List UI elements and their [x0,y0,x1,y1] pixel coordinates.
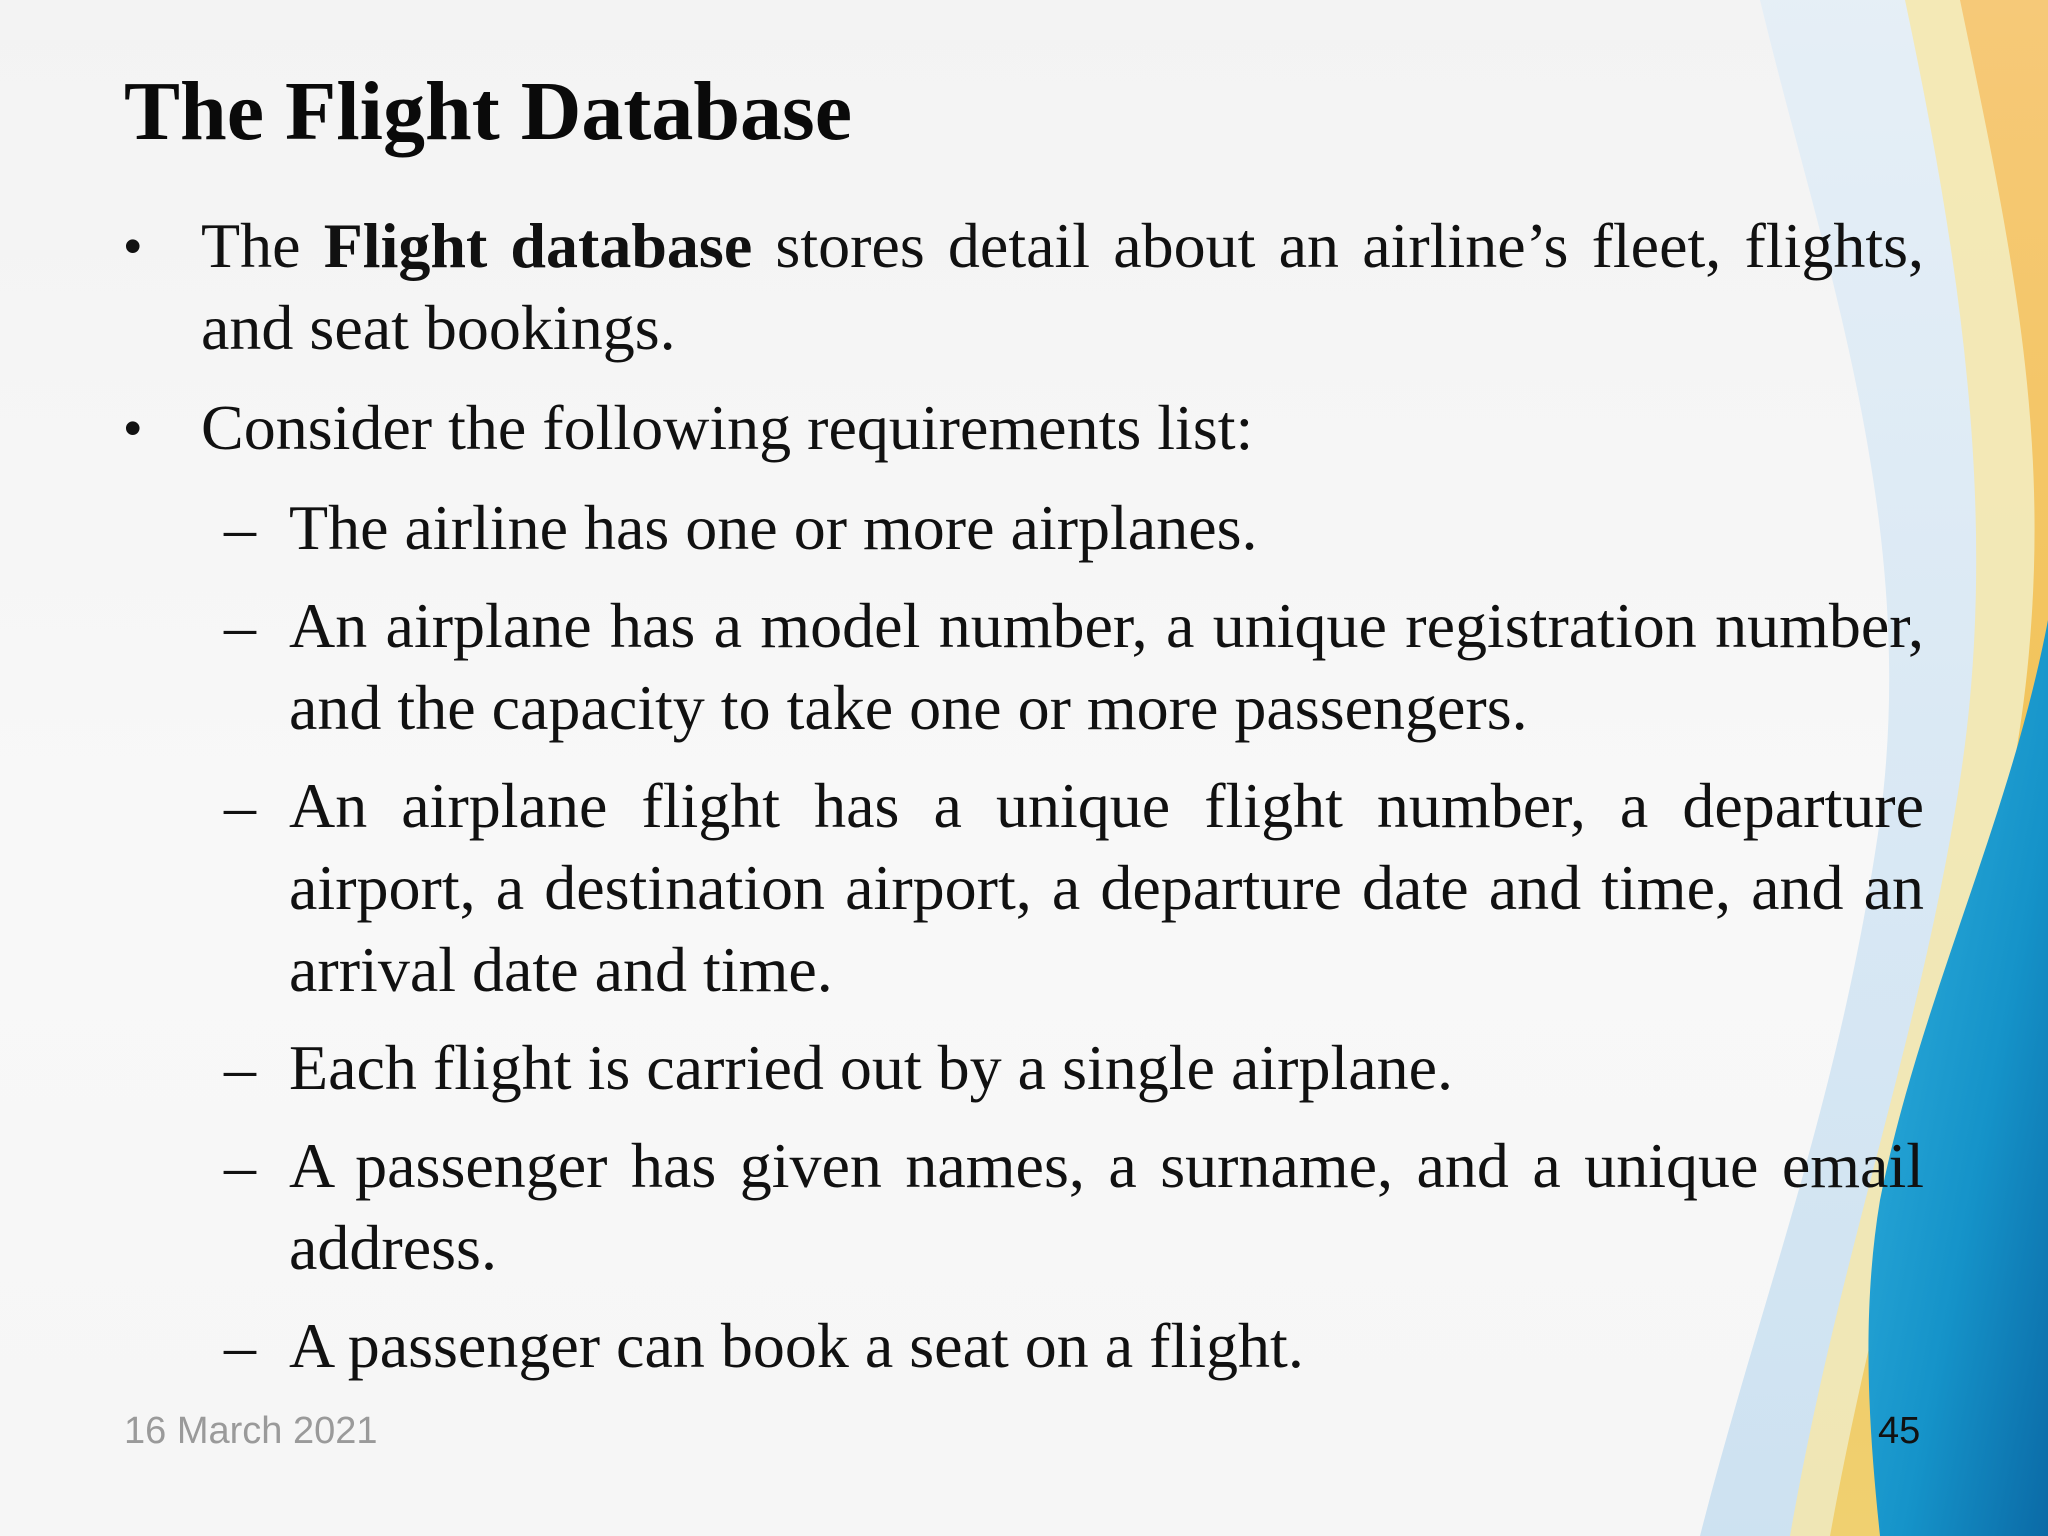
dash-marker: – [224,770,256,841]
bullet-text-prefix: The [201,210,324,281]
bullet-item [124,387,1924,469]
bullet-text-suffix: stores detail about an airline’s fleet, flights, and seat bookings. [201,210,1925,363]
dash-marker: – [224,492,256,563]
requirement-item [224,487,1924,569]
requirement-text: A passenger has given names, a surname, and a unique email address. [289,1130,1924,1283]
bullet-item [124,205,1924,369]
dash-marker: – [224,1032,256,1103]
bullet-bold-term: Flight database [323,210,753,281]
dash-marker: – [224,1130,256,1201]
slide-title: The Flight Database [124,65,853,158]
dash-marker: – [224,1310,256,1381]
requirement-text: Each flight is carried out by a single airplane. [289,1032,1454,1103]
slide-number: 45 [1878,1410,1921,1452]
requirement-item [224,1027,1924,1109]
requirement-text: The airline has one or more airplanes. [289,492,1258,563]
requirement-item [224,1305,1924,1387]
bullet-marker: • [124,218,142,274]
footer-date: 16 March 2021 [124,1410,378,1452]
requirement-item [224,1125,1924,1289]
requirement-text: An airplane flight has a unique flight number, a departure airport, a destination airport, a departure date and time, and an arrival date and time. [289,770,1924,1005]
requirements-list [224,487,1924,1387]
requirement-item [224,585,1924,749]
bullet-text: Consider the following requirements list: [201,392,1254,463]
bullet-marker: • [124,400,142,456]
requirement-item [224,765,1924,1011]
dash-marker: – [224,590,256,661]
requirement-text: A passenger can book a seat on a flight. [289,1310,1304,1381]
requirement-text: An airplane has a model number, a unique registration number, and the capacity to take one or more passengers. [289,590,1924,743]
slide-body [124,205,1924,1403]
